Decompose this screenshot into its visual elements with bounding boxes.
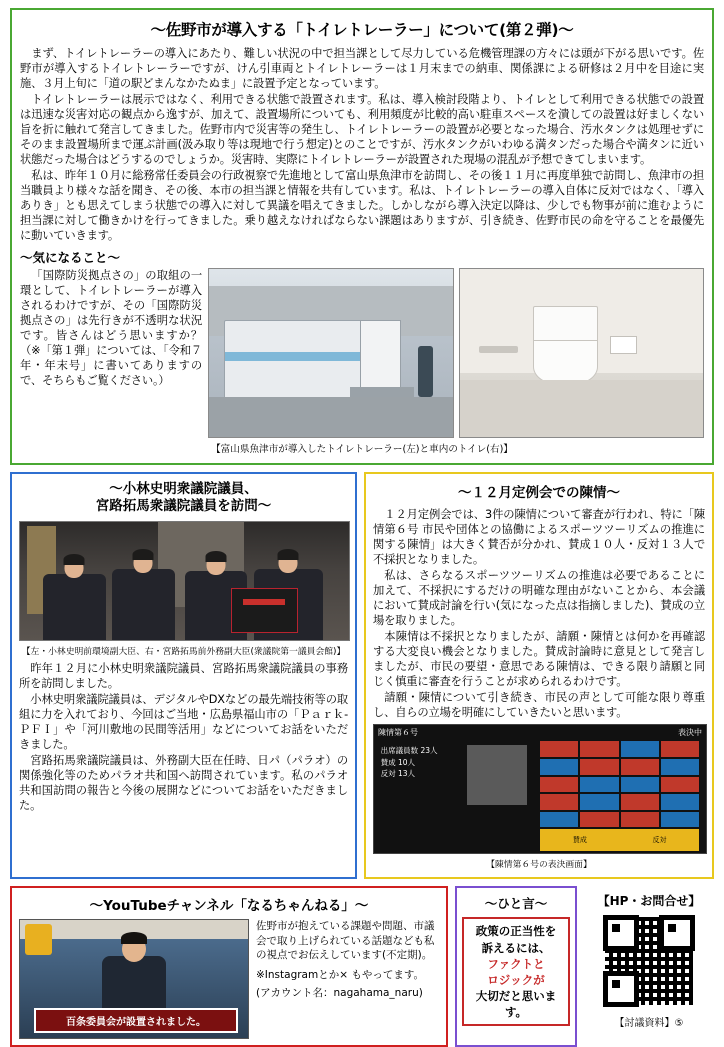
message-line: 訴えるには、: [481, 940, 551, 955]
legend-agree: 賛成: [572, 836, 587, 845]
toilet-trailer-exterior-photo: [208, 268, 454, 438]
paragraph: 「国際防災拠点さの」の取組の一環として、トイレトレーラーが導入されるわけですが、その「国際防災拠点さの」は先行きが不透明な状況です。皆さんはどう思いますか？（※「第１弾」については、「令和７年・年末号」に書いてありますので、そちらもご覧ください。）: [20, 269, 202, 388]
paragraph: 小林史明衆議院議員は、デジタルやDXなどの最先端技術等の取組に力を入れており、今回はご当地・広島県福山市の「Ｐａｒｋ-ＰＦＩ」や「河川敷地の民間等活用」などについてお話をいただきました。: [19, 692, 348, 751]
section-one-word: [455, 886, 577, 1047]
vote-cell: [661, 741, 699, 757]
vote-board-panel: [467, 745, 527, 805]
photo-caption: 【左・小林史明前環境副大臣、右・宮路拓馬前外務副大臣(衆議院第一議員会館)】: [21, 646, 346, 657]
middle-row: [10, 472, 714, 879]
vote-cell: [580, 759, 618, 775]
subsection-text-column: [20, 268, 202, 389]
section-december-petition: [364, 472, 714, 879]
vote-cell: [580, 741, 618, 757]
account-name: (アカウント名：nagahama_naru): [256, 987, 423, 1000]
section-one-word-title: 〜ひと言〜: [484, 896, 548, 912]
channel-logo-icon: [25, 924, 52, 955]
section-december-petition-body: [373, 507, 705, 720]
paragraph: 私は、さらなるスポーツツーリズムの推進は必要であることに加えて、不採択にするだけの明確な理由がないことから、本会議において賛成討論を行い(気になった点は指摘しました)、賛成の立場を取りました。: [373, 569, 705, 628]
section-toilet-trailer-title: 〜佐野市が導入する「トイレトレーラー」について(第２弾)〜: [150, 21, 574, 39]
subsection-row: [20, 268, 704, 438]
vote-board-counts: [381, 745, 438, 779]
section-diet-member-visit-body: [19, 661, 348, 813]
legend-disagree: 反対: [652, 836, 667, 845]
photo-pair: [208, 268, 704, 438]
toilet-interior-photo: [459, 268, 705, 438]
diet-member-meeting-photo: [19, 521, 350, 641]
vote-cell: [580, 812, 618, 828]
vote-cell: [661, 777, 699, 793]
vote-cell: [580, 777, 618, 793]
vote-cell: [621, 812, 659, 828]
vote-count-line: 反対 13人: [380, 768, 416, 778]
message-line: ファクトと: [487, 956, 545, 971]
section-youtube-title: 〜YouTubeチャンネル「なるちゃんねる」〜: [89, 898, 369, 915]
message-line: 大切だと思います。: [475, 988, 557, 1019]
vote-board-caption: 【陳情第６号の表決画面】: [486, 860, 592, 871]
section-youtube: [10, 886, 448, 1047]
paragraph: １２月定例会では、3件の陳情について審査が行われ、特に「陳情第６号 市民や団体との協働によるスポーツツーリズムの推進に関する陳情」は大きく賛否が分かれ、賛成１０人・反対１３人で不採択となりました。: [373, 508, 705, 567]
vote-cell: [621, 741, 659, 757]
section-toilet-trailer-body: [20, 46, 704, 243]
vote-count-line: 賛成 10人: [380, 757, 416, 767]
paragraph: 私は、昨年１０月に総務常任委員会の行政視察で先進地として富山県魚津市を訪問し、その後１１月に再度単独で訪問し、魚津市の担当職員より様々な話を聞き、その後、本市の担当課と情報を共有しています。私は、トイレトレーラーの導入自体に反対ではなく、「導入ありき」とも思えてしまう状態での導入に対して異議を唱えてきました。しかしながら導入決定以降は、少しでも物事が前に進むように担当課に対して働きかけを行ってきました。乗り越えなければならない課題はありますが、引き続き、佐野市民の命を守ることを最優先に動いていきます。: [20, 169, 704, 243]
paragraph: 佐野市が抱えている課題や問題、市議会で取り上げられている話題なども私の視点でお伝えしています(不定期)。: [256, 920, 435, 961]
message-line: ロジックが: [487, 972, 545, 987]
vote-cell: [540, 741, 578, 757]
paragraph: 宮路拓馬衆議院議員は、外務副大臣在任時、日パ（パラオ）の関係強化等のためパラオ共和国へ訪問されています。私のパラオ共和国訪問の報告と今後の展開などについてお話をいただきました。: [19, 753, 348, 812]
qr-code[interactable]: [601, 913, 697, 1009]
vote-cell: [661, 794, 699, 810]
photo-caption: 【富山県魚津市が導入したトイレトレーラー(左)と車内のトイレ(右)】: [211, 444, 513, 456]
one-word-message: [462, 917, 570, 1026]
vote-board-legend: [540, 829, 699, 851]
vote-board-image: [373, 724, 707, 854]
section-youtube-body: [256, 919, 439, 1039]
vote-cell: [540, 812, 578, 828]
thumbnail-band-text: 百条委員会が設置されました。: [65, 1017, 206, 1028]
vote-cell: [540, 759, 578, 775]
paragraph: 本陳情は不採択となりましたが、請願・陳情とは何かを再確認する大変良い機会となりました。賛成討論時に意見として発言しましたが、市民の要望・意思である陳情は、できる限り請願と同じく慎重に審査を行うことが求められるわけです。: [373, 630, 705, 689]
vote-cell: [621, 794, 659, 810]
bottom-row: [10, 886, 714, 1047]
section-december-petition-title: 〜１２月定例会での陳情〜: [458, 485, 620, 502]
vote-cell: [621, 759, 659, 775]
title-line-1: 〜小林史明衆議院議員、: [109, 481, 258, 498]
vote-cell: [661, 759, 699, 775]
section-homepage-contact: [584, 886, 714, 1047]
message-line: 政策の正当性を: [475, 924, 557, 939]
title-line-2: 宮路拓馬衆議院議員を訪問〜: [95, 498, 272, 515]
paragraph: 昨年１２月に小林史明衆議院議員、宮路拓馬衆議院議員の事務所を訪問しました。: [19, 661, 348, 690]
vote-cell: [661, 812, 699, 828]
section-diet-member-visit-title: [19, 481, 348, 516]
footer-note: 【討議資料】⑤: [614, 1018, 684, 1030]
section-diet-member-visit: [10, 472, 357, 879]
section-toilet-trailer: [10, 8, 714, 465]
vote-cell: [540, 794, 578, 810]
paragraph: まず、トイレトレーラーの導入にあたり、難しい状況の中で担当課として尽力している危機管理課の方々には頭が下がる思いです。佐野市が導入するトイレトレーラーですが、けん引車両とトイレトレーラーは１月末までの納車、関係課による研修は２月中を目途に実施、３月上旬に「道の駅どまんなかたぬま」に設置予定となっています。: [20, 47, 704, 91]
paragraph: 請願・陳情について引き続き、市民の声として可能な限り尊重し、自らの立場を明確にしていきたいと思います。: [373, 691, 705, 720]
section-homepage-contact-title: 【HP・お問合せ】: [597, 894, 701, 909]
vote-board-left-title: 陳情第６号: [378, 728, 418, 738]
vote-cell: [621, 777, 659, 793]
vote-cell: [580, 794, 618, 810]
note: ※Instagramとか× もやってます。: [256, 968, 425, 981]
vote-count-line: 出席議員数 23人: [380, 746, 438, 756]
vote-board-right-title: 表決中: [678, 728, 702, 738]
vote-board-grid: [540, 741, 699, 827]
vote-cell: [540, 777, 578, 793]
subsection-title: 〜気になること〜: [20, 250, 121, 266]
paragraph: トイレトレーラーは展示ではなく、利用できる状態で設置されます。私は、導入検討段階より、トイレとして利用できる状態での設置は迅速な災害対応の観点から逸すが、加えて、設置場所についても、利用頻度が比較的高い駐車スペースを潰しての設置は好ましくない旨を折に触れて発言してきました。佐野市内で災害等の発生し、トイレトレーラーの設置が必要となった場合、汚水タンクは処理せずにそのまま設置場所まで運ぶ計画(汲み取り等は現地で行う想定)とのことですが、汚水タンクがいわゆる満タンだった場合や満タンに近い状態だった場合はどうするのでしょうか。災害時、実際にトイレトレーラーが設置された現場の混乱が予想できてしまいます。: [20, 93, 704, 167]
youtube-thumbnail[interactable]: [19, 919, 249, 1039]
